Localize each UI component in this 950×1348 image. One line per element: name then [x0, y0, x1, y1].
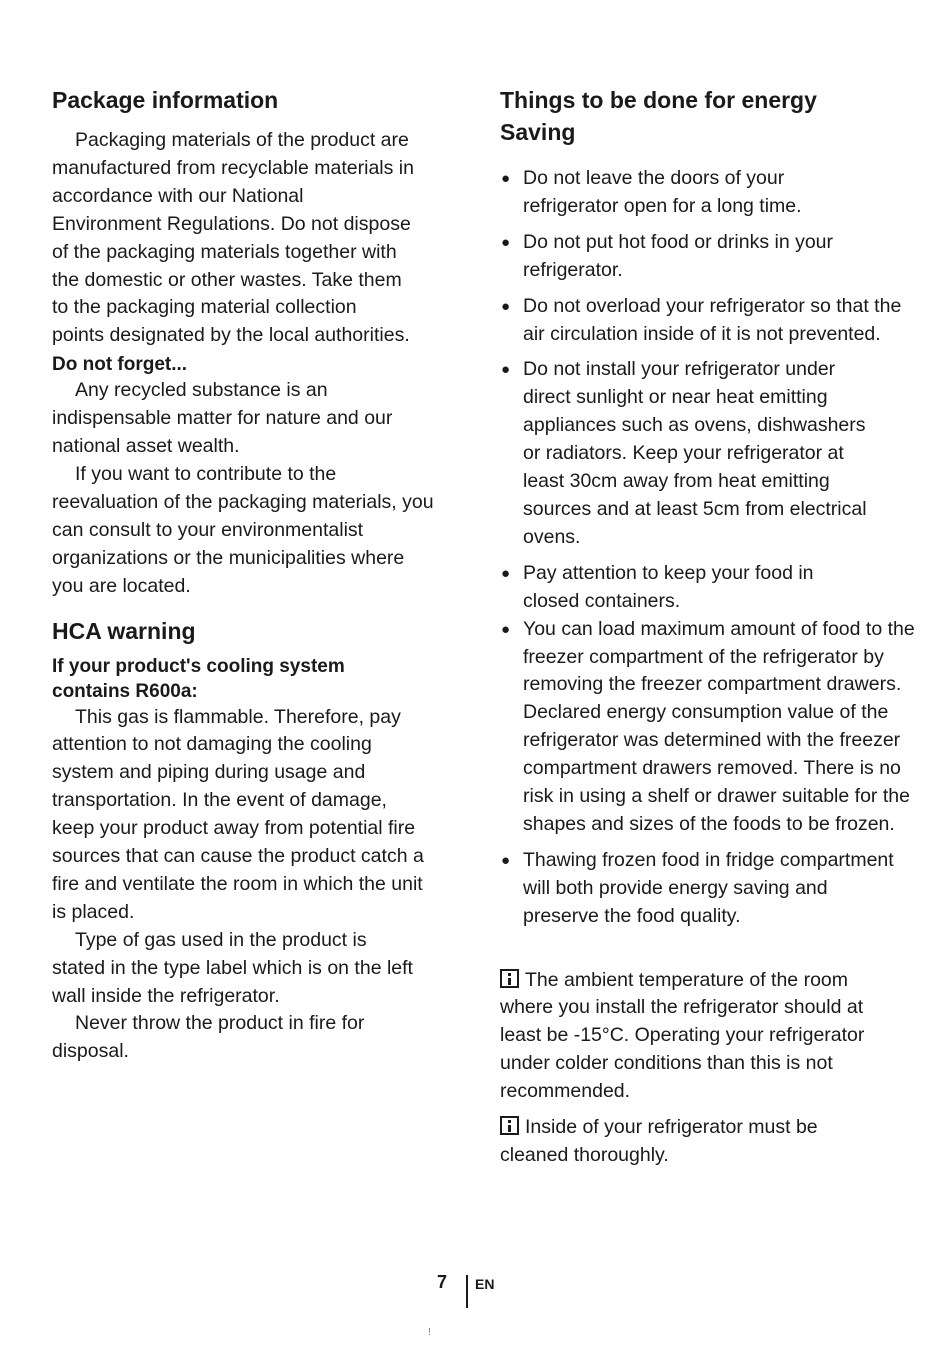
footer-mark: ! — [428, 1327, 431, 1338]
hca-paragraph-flammable: This gas is flammable. Therefore, pay attention to not damaging the cooling system and piping during usage and transportation. In the event of damage, keep your product away from potential fire sources that can cause the product catch a fire and ventilate the room in which the unit is placed. — [52, 705, 424, 923]
bullet-icon: ● — [501, 620, 511, 638]
energy-title-line1: Things to be done for energy — [500, 87, 817, 113]
info-icon — [500, 969, 519, 988]
bullet-icon: ● — [501, 564, 511, 582]
bullet-icon: ● — [501, 851, 511, 869]
note-text: Inside of your refrigerator must be cleaned thoroughly. — [500, 1116, 818, 1166]
ambient-temperature-note — [500, 967, 885, 1107]
package-paragraph: Packaging materials of the product are manufactured from recyclable materials in accordance with our National Environment Regulations. Do not dispose of the packaging materials together with the domestic or other wastes. Take them to the packaging material collection points designated by the local authorities. — [52, 129, 414, 347]
hca-subheading: If your product's cooling system contains R600a: — [52, 655, 345, 702]
bullet-icon: ● — [501, 170, 511, 187]
bullet-icon: ● — [501, 233, 511, 251]
do-not-forget-label: Do not forget... — [52, 354, 188, 376]
cleaning-note — [500, 1114, 860, 1170]
list-item-text: Thawing frozen food in fridge compartment will both provide energy saving and preserve the food quality. — [523, 848, 894, 927]
hca-paragraph-gas-type: Type of gas used in the product is stated in the type label which is on the left wall inside the refrigerator. — [52, 928, 413, 1007]
list-item — [500, 616, 915, 839]
list-item — [500, 293, 908, 349]
list-item — [500, 847, 903, 931]
energy-saving-list — [500, 165, 915, 931]
list-item-text: Pay attention to keep your food in closed containers. — [523, 561, 814, 612]
list-item-text: Do not install your refrigerator under direct sunlight or near heat emitting appliances such as ovens, dishwashers or radiators. Keep your refrigerator at least 30cm away from heat emitting sources and at least 5cm from electrical ovens. — [523, 358, 867, 548]
left-column — [52, 84, 452, 1066]
list-item-text: Do not put hot food or drinks in your refrigerator. — [523, 230, 834, 281]
list-item — [500, 165, 843, 221]
note-text: The ambient temperature of the room where you install the refrigerator should at least be -15°C. Operating your refrigerator under colder conditions than this is not recommended. — [500, 968, 865, 1103]
hca-paragraph-disposal: Never throw the product in fire for disposal. — [52, 1012, 365, 1063]
list-item — [500, 356, 888, 551]
bullet-icon: ● — [501, 297, 511, 315]
footer-divider — [466, 1275, 468, 1308]
bullet-icon: ● — [501, 361, 511, 379]
page-number: 7 — [437, 1272, 448, 1292]
list-item — [500, 229, 883, 285]
energy-title-line2: Saving — [500, 119, 576, 145]
contribute-paragraph: If you want to contribute to the reevaluation of the packaging materials, you can consult to your environmentalist organizations or the municipalities where you are located. — [52, 462, 434, 597]
info-icon — [500, 1116, 519, 1135]
list-item-text: Do not overload your refrigerator so that the air circulation inside of it is not prevented. — [523, 294, 902, 345]
package-information-heading: Package information — [52, 87, 279, 113]
hca-warning-heading: HCA warning — [52, 617, 196, 644]
list-item — [500, 560, 863, 616]
right-column — [500, 84, 915, 1170]
list-item-text: Do not leave the doors of your refrigerator open for a long time. — [523, 167, 802, 217]
energy-saving-heading — [500, 84, 900, 148]
language-label: EN — [475, 1276, 495, 1292]
list-item-text: You can load maximum amount of food to the freezer compartment of the refrigerator by removing the freezer compartment drawers. Declared energy consumption value of the refrigerator was determined with the freezer compartment drawers removed. There is no risk in using a shelf or drawer suitable for the shapes and sizes of the foods to be frozen. — [523, 617, 915, 835]
recycled-paragraph: Any recycled substance is an indispensable matter for nature and our national asset wealth. — [52, 379, 393, 458]
